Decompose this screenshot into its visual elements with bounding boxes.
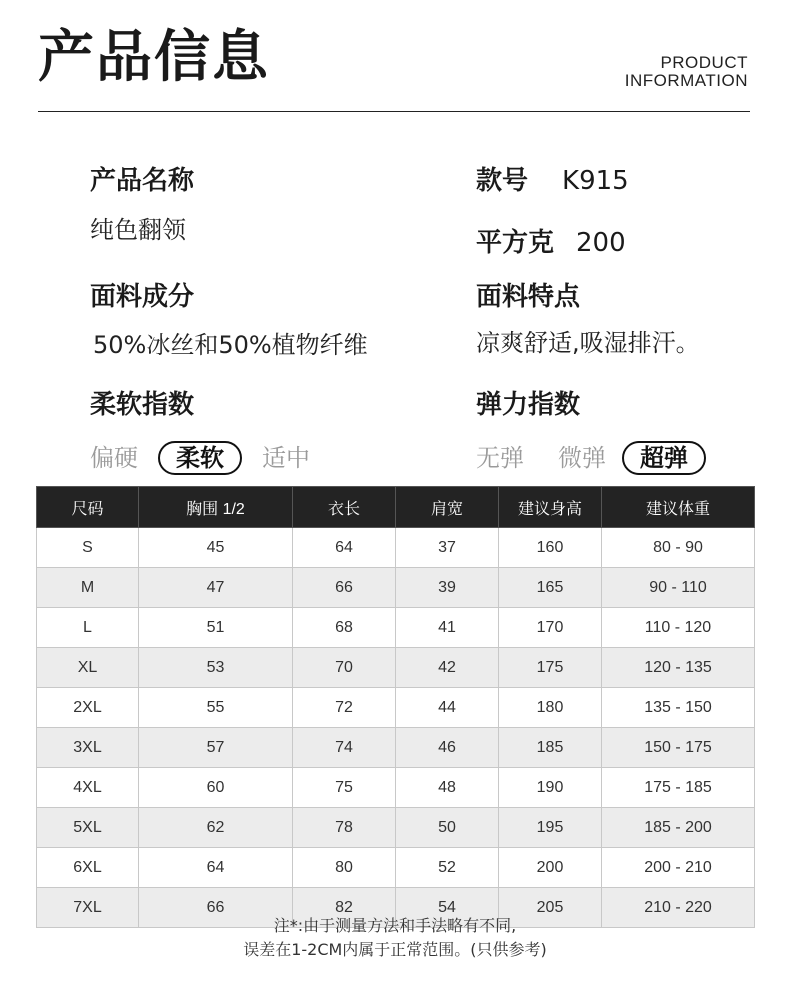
table-cell: 175: [499, 648, 602, 688]
header-divider: [38, 111, 750, 112]
table-cell: 66: [293, 568, 396, 608]
elasticity-scale: [476, 440, 706, 476]
table-cell: 6XL: [37, 848, 139, 888]
table-row: [37, 768, 755, 808]
table-cell: 64: [293, 528, 396, 568]
table-cell: 53: [139, 648, 293, 688]
table-cell: 50: [396, 808, 499, 848]
table-row: [37, 848, 755, 888]
measurement-note: [0, 914, 790, 962]
table-cell: 80: [293, 848, 396, 888]
size-chart-header-row: [37, 487, 755, 528]
table-cell: 135 - 150: [602, 688, 755, 728]
table-cell: 55: [139, 688, 293, 728]
product-name-label: 产品名称: [90, 166, 195, 196]
table-cell: 68: [293, 608, 396, 648]
table-cell: 54: [396, 888, 499, 928]
table-row: [37, 688, 755, 728]
size-chart-table: [36, 486, 755, 928]
fabric-label: 面料成分: [90, 282, 195, 312]
table-cell: 44: [396, 688, 499, 728]
feature-label: 面料特点: [476, 282, 581, 312]
size-chart-header-cell: 建议体重: [602, 487, 755, 528]
table-cell: 66: [139, 888, 293, 928]
table-cell: 7XL: [37, 888, 139, 928]
subtitle-line-2: INFORMATION: [624, 71, 748, 90]
table-row: [37, 568, 755, 608]
table-cell: 160: [499, 528, 602, 568]
table-row: [37, 728, 755, 768]
table-cell: 78: [293, 808, 396, 848]
table-cell: 48: [396, 768, 499, 808]
table-cell: 39: [396, 568, 499, 608]
softness-option-medium: 适中: [262, 444, 310, 472]
table-cell: 180: [499, 688, 602, 728]
style-number-row: [476, 164, 629, 198]
note-line-2: 误差在1-2CM内属于正常范围。(只供参考): [243, 940, 547, 959]
elasticity-option-super-selected: 超弹: [622, 441, 706, 475]
product-name-value: 纯色翻领: [90, 216, 186, 244]
table-cell: 41: [396, 608, 499, 648]
table-cell: M: [37, 568, 139, 608]
table-cell: 205: [499, 888, 602, 928]
table-cell: 45: [139, 528, 293, 568]
table-cell: 185: [499, 728, 602, 768]
table-row: [37, 808, 755, 848]
table-cell: XL: [37, 648, 139, 688]
size-chart-body: [37, 528, 755, 928]
elasticity-label: 弹力指数: [476, 390, 581, 420]
note-line-1: 注*:由于测量方法和手法略有不同,: [273, 916, 517, 935]
table-cell: 46: [396, 728, 499, 768]
elasticity-option-none: 无弹: [476, 444, 524, 472]
gsm-label: 平方克: [476, 228, 555, 258]
table-cell: 150 - 175: [602, 728, 755, 768]
table-cell: 185 - 200: [602, 808, 755, 848]
table-cell: 165: [499, 568, 602, 608]
table-cell: 80 - 90: [602, 528, 755, 568]
softness-option-hard: 偏硬: [90, 444, 138, 472]
size-chart-header-cell: 衣长: [293, 487, 396, 528]
table-cell: 3XL: [37, 728, 139, 768]
table-cell: 37: [396, 528, 499, 568]
fabric-value: 50%冰丝和50%植物纤维: [93, 331, 368, 359]
subtitle-line-1: PRODUCT: [660, 53, 748, 72]
table-cell: 72: [293, 688, 396, 728]
table-row: [37, 608, 755, 648]
table-cell: 62: [139, 808, 293, 848]
table-cell: 4XL: [37, 768, 139, 808]
elasticity-option-slight: 微弹: [558, 444, 606, 472]
table-cell: 70: [293, 648, 396, 688]
table-cell: 110 - 120: [602, 608, 755, 648]
table-cell: 57: [139, 728, 293, 768]
softness-scale: [90, 440, 310, 476]
table-cell: 60: [139, 768, 293, 808]
style-number-value: K915: [562, 166, 629, 196]
gsm-value: 200: [576, 228, 626, 258]
table-cell: 75: [293, 768, 396, 808]
table-cell: 200: [499, 848, 602, 888]
style-number-label: 款号: [476, 166, 529, 196]
table-cell: 51: [139, 608, 293, 648]
table-cell: 190: [499, 768, 602, 808]
table-row: [37, 648, 755, 688]
table-cell: 120 - 135: [602, 648, 755, 688]
table-cell: 90 - 110: [602, 568, 755, 608]
size-chart-header-cell: 肩宽: [396, 487, 499, 528]
feature-value: 凉爽舒适,吸湿排汗。: [476, 329, 700, 357]
table-cell: 82: [293, 888, 396, 928]
table-cell: L: [37, 608, 139, 648]
softness-option-soft-selected: 柔软: [158, 441, 242, 475]
page-subtitle: [625, 54, 748, 90]
table-cell: 5XL: [37, 808, 139, 848]
page-title: 产品信息: [38, 25, 270, 90]
table-cell: 64: [139, 848, 293, 888]
table-cell: 47: [139, 568, 293, 608]
table-cell: 195: [499, 808, 602, 848]
table-cell: 170: [499, 608, 602, 648]
table-cell: 200 - 210: [602, 848, 755, 888]
softness-label: 柔软指数: [90, 390, 195, 420]
table-row: [37, 528, 755, 568]
table-cell: 2XL: [37, 688, 139, 728]
table-cell: 42: [396, 648, 499, 688]
table-cell: 175 - 185: [602, 768, 755, 808]
gsm-row: [476, 226, 626, 260]
table-cell: 210 - 220: [602, 888, 755, 928]
size-chart-header-cell: 胸围 1/2: [139, 487, 293, 528]
table-cell: 74: [293, 728, 396, 768]
size-chart-header-cell: 尺码: [37, 487, 139, 528]
size-chart-header-cell: 建议身高: [499, 487, 602, 528]
table-cell: S: [37, 528, 139, 568]
table-cell: 52: [396, 848, 499, 888]
